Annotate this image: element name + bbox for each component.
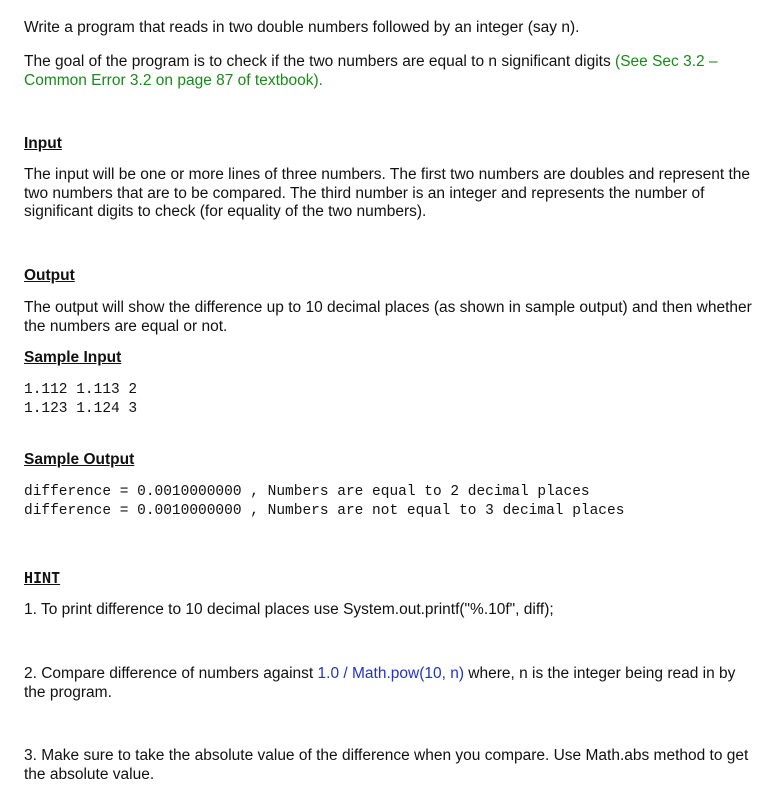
goal-paragraph <box>24 53 753 90</box>
input-description: The input will be one or more lines of three numbers. The first two numbers are doubles and represent the two numbers that are to be compared. The third number is an integer and represents the number of significant digits to check (for equality of the two numbers). <box>24 166 751 220</box>
hint-item-3: 3. Make sure to take the absolute value of the difference when you compare. Use Math.abs method to get the absolute value. <box>24 747 749 783</box>
output-heading: Output <box>24 267 75 284</box>
sample-output-heading: Sample Output <box>24 451 135 468</box>
sample-output-block <box>24 483 753 521</box>
sample-input-line: 1.123 1.124 3 <box>24 401 138 417</box>
output-description: The output will show the difference up to 10 decimal places (as shown in sample output) and then whether the numbers are equal or not. <box>24 299 752 335</box>
sample-output-line: difference = 0.0010000000 , Numbers are not equal to 3 decimal places <box>24 503 625 519</box>
goal-text: The goal of the program is to check if the two numbers are equal to n significant digits <box>24 53 616 70</box>
hint-item-1: 1. To print difference to 10 decimal places use System.out.printf("%.10f", diff); <box>24 601 554 618</box>
textbook-reference: (See Sec 3.2 – Common Error 3.2 on page 87 of textbook). <box>24 53 718 89</box>
hint-code-snippet: 1.0 / Math.pow(10, n) <box>317 665 464 682</box>
sample-output-line: difference = 0.0010000000 , Numbers are equal to 2 decimal places <box>24 484 590 500</box>
hint-item-2-rest: where, n is the integer being read in by the program. <box>24 665 736 701</box>
sample-input-line: 1.112 1.113 2 <box>24 382 138 398</box>
hint-item-2-text: 2. Compare difference of numbers against <box>24 665 318 682</box>
intro-line: Write a program that reads in two double numbers followed by an integer (say n). <box>24 19 580 36</box>
sample-input-block <box>24 381 753 419</box>
hint-item-2 <box>24 665 753 702</box>
input-heading: Input <box>24 135 62 152</box>
sample-input-heading: Sample Input <box>24 349 122 366</box>
hint-heading: HINT <box>24 569 61 587</box>
